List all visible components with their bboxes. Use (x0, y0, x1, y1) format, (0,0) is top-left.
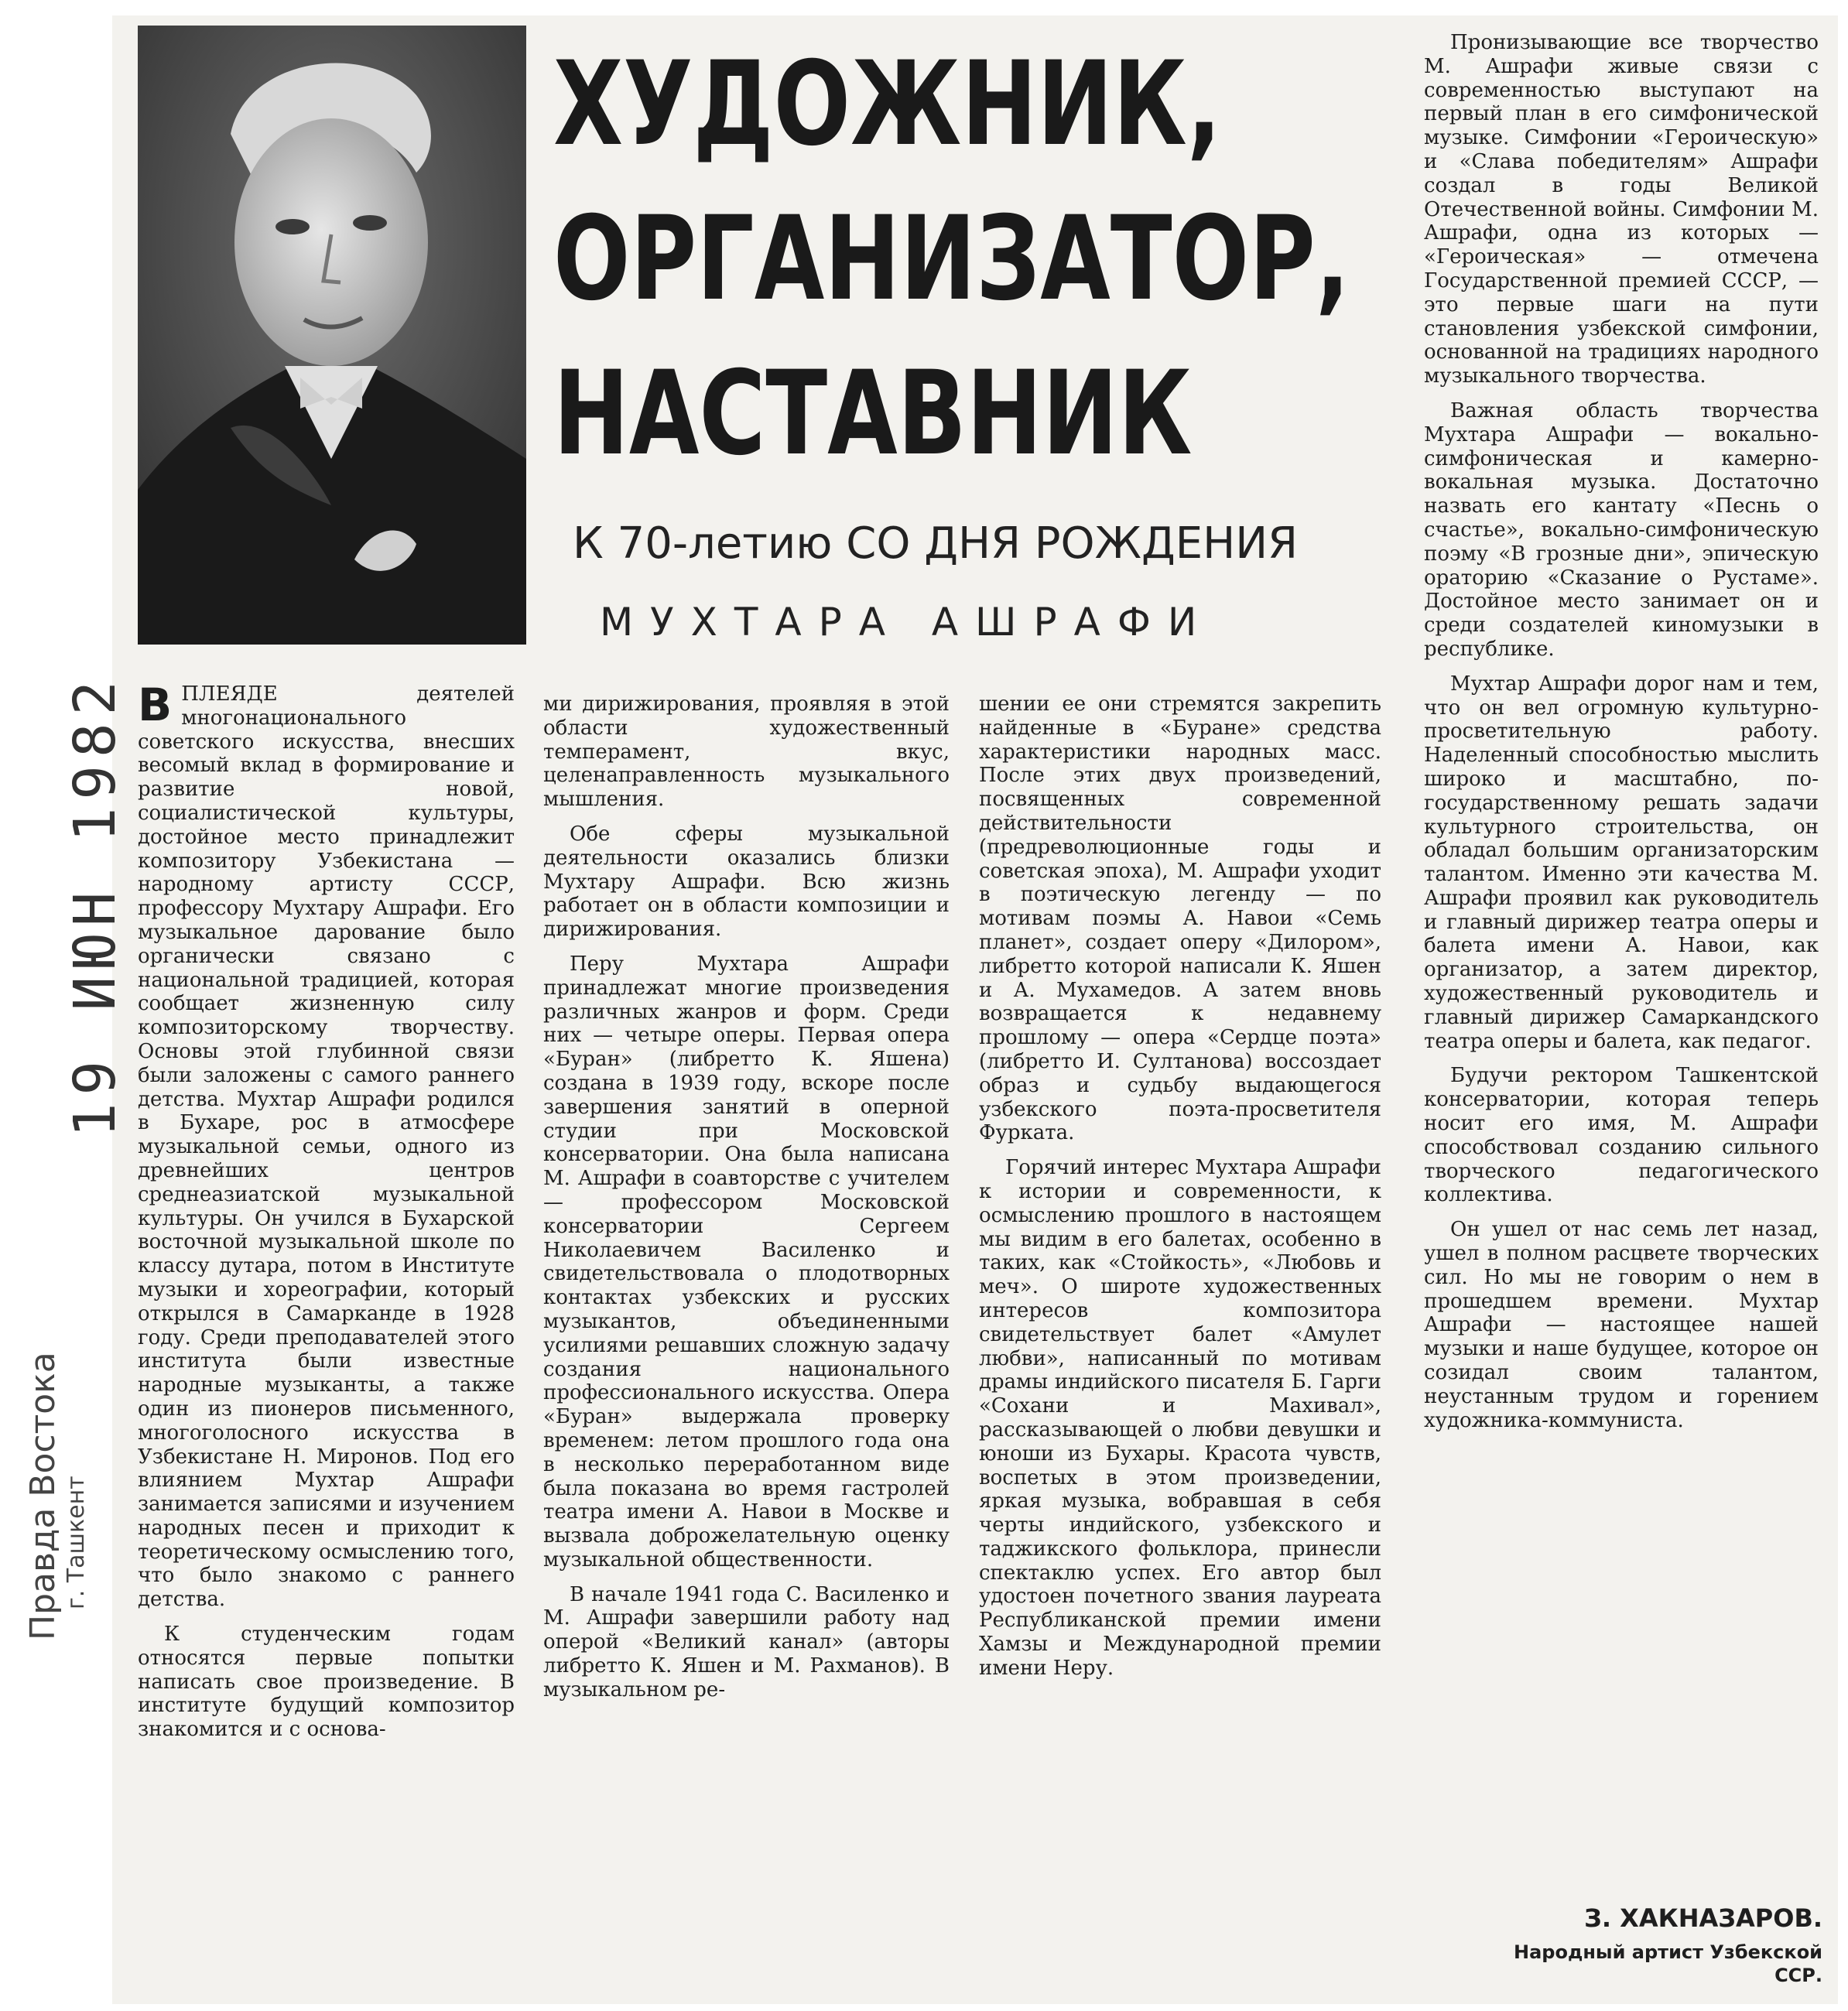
stamp-date: 19 ИЮН 1982 (62, 672, 128, 1137)
paragraph: К студенческим годам относятся первые попытки написать свое произведение. В институте будущий композитор знакомится и с основа- (138, 1623, 515, 1742)
article-column-3 (979, 693, 1381, 1691)
headline-line-2: ОРГАНИЗАТОР, (553, 192, 1350, 327)
stamp-city: г. Ташкент (63, 1476, 90, 1609)
paragraph: Пронизывающие все творчество М. Ашрафи живые связи с современностью выступают на первый план в его симфонической музыке. Симфонии «Героическую» и «Слава победителям» Ашрафи создал в годы Великой Отечественной войны. Симфонии М. Ашрафи, одна из которых — «Героическая» — отмечена Государственной премией СССР, — это первые шаги на пути становления узбекской симфонии, основанной на традициях народного музыкального творчества. (1424, 31, 1819, 388)
paragraph: В начале 1941 года С. Василенко и М. Ашрафи завершили работу над оперой «Великий канал» (авторы либретто К. Яшен и М. Рахманов). В музыкальном ре- (543, 1582, 950, 1701)
headline-line-3: НАСТАВНИК (553, 347, 1193, 481)
paragraph: Будучи ректором Ташкентской консерватории, которая теперь носит его имя, М. Ашрафи способствовал созданию сильного творческого педагогического коллектива. (1424, 1064, 1819, 1207)
drop-cap: В (138, 679, 173, 731)
article-column-4 (1424, 31, 1819, 1443)
paragraph: Горячий интерес Мухтара Ашрафи к истории и современности, к осмыслению прошлого в настоящем мы видим в его балетах, особенно в таких, как «Стойкость», «Любовь и меч». О широте художественных интересов композитора свидетельствует балет «Амулет любви», написанный по мотивам драмы индийского писателя Б. Гарги «Сохани и Махивал», рассказывающей о любви девушки и юноши из Бухары. Красота чувств, воспетых в этом произведении, яркая музыка, вобравшая в себя черты индийского, узбекского и таджикского фольклора, принесли спектаклю успех. Его автор был удостоен почетного звания лауреата Республиканской премии имени Хамзы и Международной премии имени Неру. (979, 1156, 1381, 1680)
article-column-2 (543, 693, 950, 1713)
stamp-paper-name: Правда Востока (23, 1352, 63, 1640)
subtitle: К 70-летию СО ДНЯ РОЖДЕНИЯ (573, 518, 1298, 569)
paragraph-text: ПЛЕЯДЕ деятелей многонационального советского искусства, внесших весомый вклад в формирование и развитие новой, социалистической культуры, достойное место принадлежит композитору Узбекистана — народному артисту СССР, профессору Мухтару Ашрафи. Его музыкальное дарование было органически связано с национальной традицией, которая сообщает жизненную силу композиторскому творчеству. Основы этой глубинной связи были заложены с самого раннего детства. Мухтар Ашрафи родился в Бухаре, рос в атмосфере музыкальной семьи, одного из древнейших центров среднеазиатской музыкальной культуры. Он учился в Бухарской восточной музыкальной школе по классу дутара, потом в Институте музыки и хореографии, который открылся в Самарканде в 1928 году. Среди преподавателей этого института были известные народные музыканты, а также один из пионеров письменного, многоголосного искусства в Узбекистане Н. Миронов. Под его влиянием Мухтар Ашрафи занимается записями и изучением народных песен и приходит к теоретическому осмыслению того, что было знакомо с раннего детства. (138, 682, 515, 1612)
author-name: З. ХАКНАЗАРОВ. (1584, 1903, 1822, 1933)
paragraph: Мухтар Ашрафи дорог нам и тем, что он вел огромную культурно-просветительную работу. Наделенный способностью мыслить широко и масштабно, по-государственному решать задачи культурного строительства, он обладал большим организаторским талантом. Именно эти качества М. Ашрафи проявил как руководитель и главный дирижер театра оперы и балета имени А. Навои, как организатор, а затем директор, художественный руководитель и главный дирижер Самаркандского театра оперы и балета, как педагог. (1424, 672, 1819, 1053)
paragraph: Перу Мухтара Ашрафи принадлежат многие произведения различных жанров и форм. Среди них — четыре оперы. Первая опера «Буран» (либретто К. Яшена) создана в 1939 году, вскоре после завершения занятий в оперной студии при Московской консерватории. Она была написана М. Ашрафи в соавторстве с учителем — профессором Московской консерватории Сергеем Николаевичем Василенко и свидетельствовала о плодотворных контактах узбекских и русских музыкантов, объединенными усилиями решавших сложную задачу создания национального профессионального искусства. Опера «Буран» выдержала проверку временем: летом прошлого года она в несколько переработанном виде была показана во время гастролей театра имени А. Навои в Москве и вызвала доброжелательную оценку музыкальной общественности. (543, 952, 950, 1572)
paragraph: Обе сферы музыкальной деятельности оказались близки Мухтару Ашрафи. Всю жизнь работает он в области композиции и дирижирования. (543, 822, 950, 942)
portrait-image (138, 26, 526, 645)
author-title: Народный артист Узбекской ССР. (1514, 1941, 1822, 1986)
article-column-1 (138, 679, 515, 1753)
subtitle-name: МУХТАРА АШРАФИ (600, 600, 1214, 645)
paragraph: ми дирижирования, проявляя в этой области художественный темперамент, вкус, целенаправленность музыкального мышления. (543, 693, 950, 812)
paragraph: Важная область творчества Мухтара Ашрафи — вокально-симфоническая и камерно-вокальная музыка. Достаточно назвать его кантату «Песнь о счастье», вокально-симфоническую поэму «В грозные дни», эпическую ораторию «Сказание о Рустаме». Достойное место занимает он и среди создателей киномузыки в республике. (1424, 398, 1819, 661)
paragraph: шении ее они стремятся закрепить найденные в «Буране» средства характеристики народных масс. После этих двух произведений, посвященных современной действительности (предреволюционные годы и советская эпоха), М. Ашрафи уходит в поэтическую легенду — по мотивам поэмы А. Навои «Семь планет», создает оперу «Дилором», либретто которой написали К. Яшен и А. Мухамедов. А затем вновь возвращается к недавнему прошлому — опера «Сердце поэта» (либретто И. Султанова) воссоздает образ и судьбу выдающегося узбекского поэта-просветителя Фурката. (979, 693, 1381, 1145)
portrait-photo (138, 26, 526, 645)
paragraph: Он ушел от нас семь лет назад, ушел в полном расцвете творческих сил. Но мы не говорим о нем в прошедшем времени. Мухтар Ашрафи — настоящее нашей музыки и наше будущее, которое он созидал своим талантом, неустанным трудом и горением художника-коммуниста. (1424, 1218, 1819, 1432)
headline (553, 37, 1405, 511)
newspaper-name-stamp (23, 1352, 116, 1640)
headline-line-1: ХУДОЖНИК, (553, 37, 1222, 172)
paragraph (138, 679, 515, 1612)
